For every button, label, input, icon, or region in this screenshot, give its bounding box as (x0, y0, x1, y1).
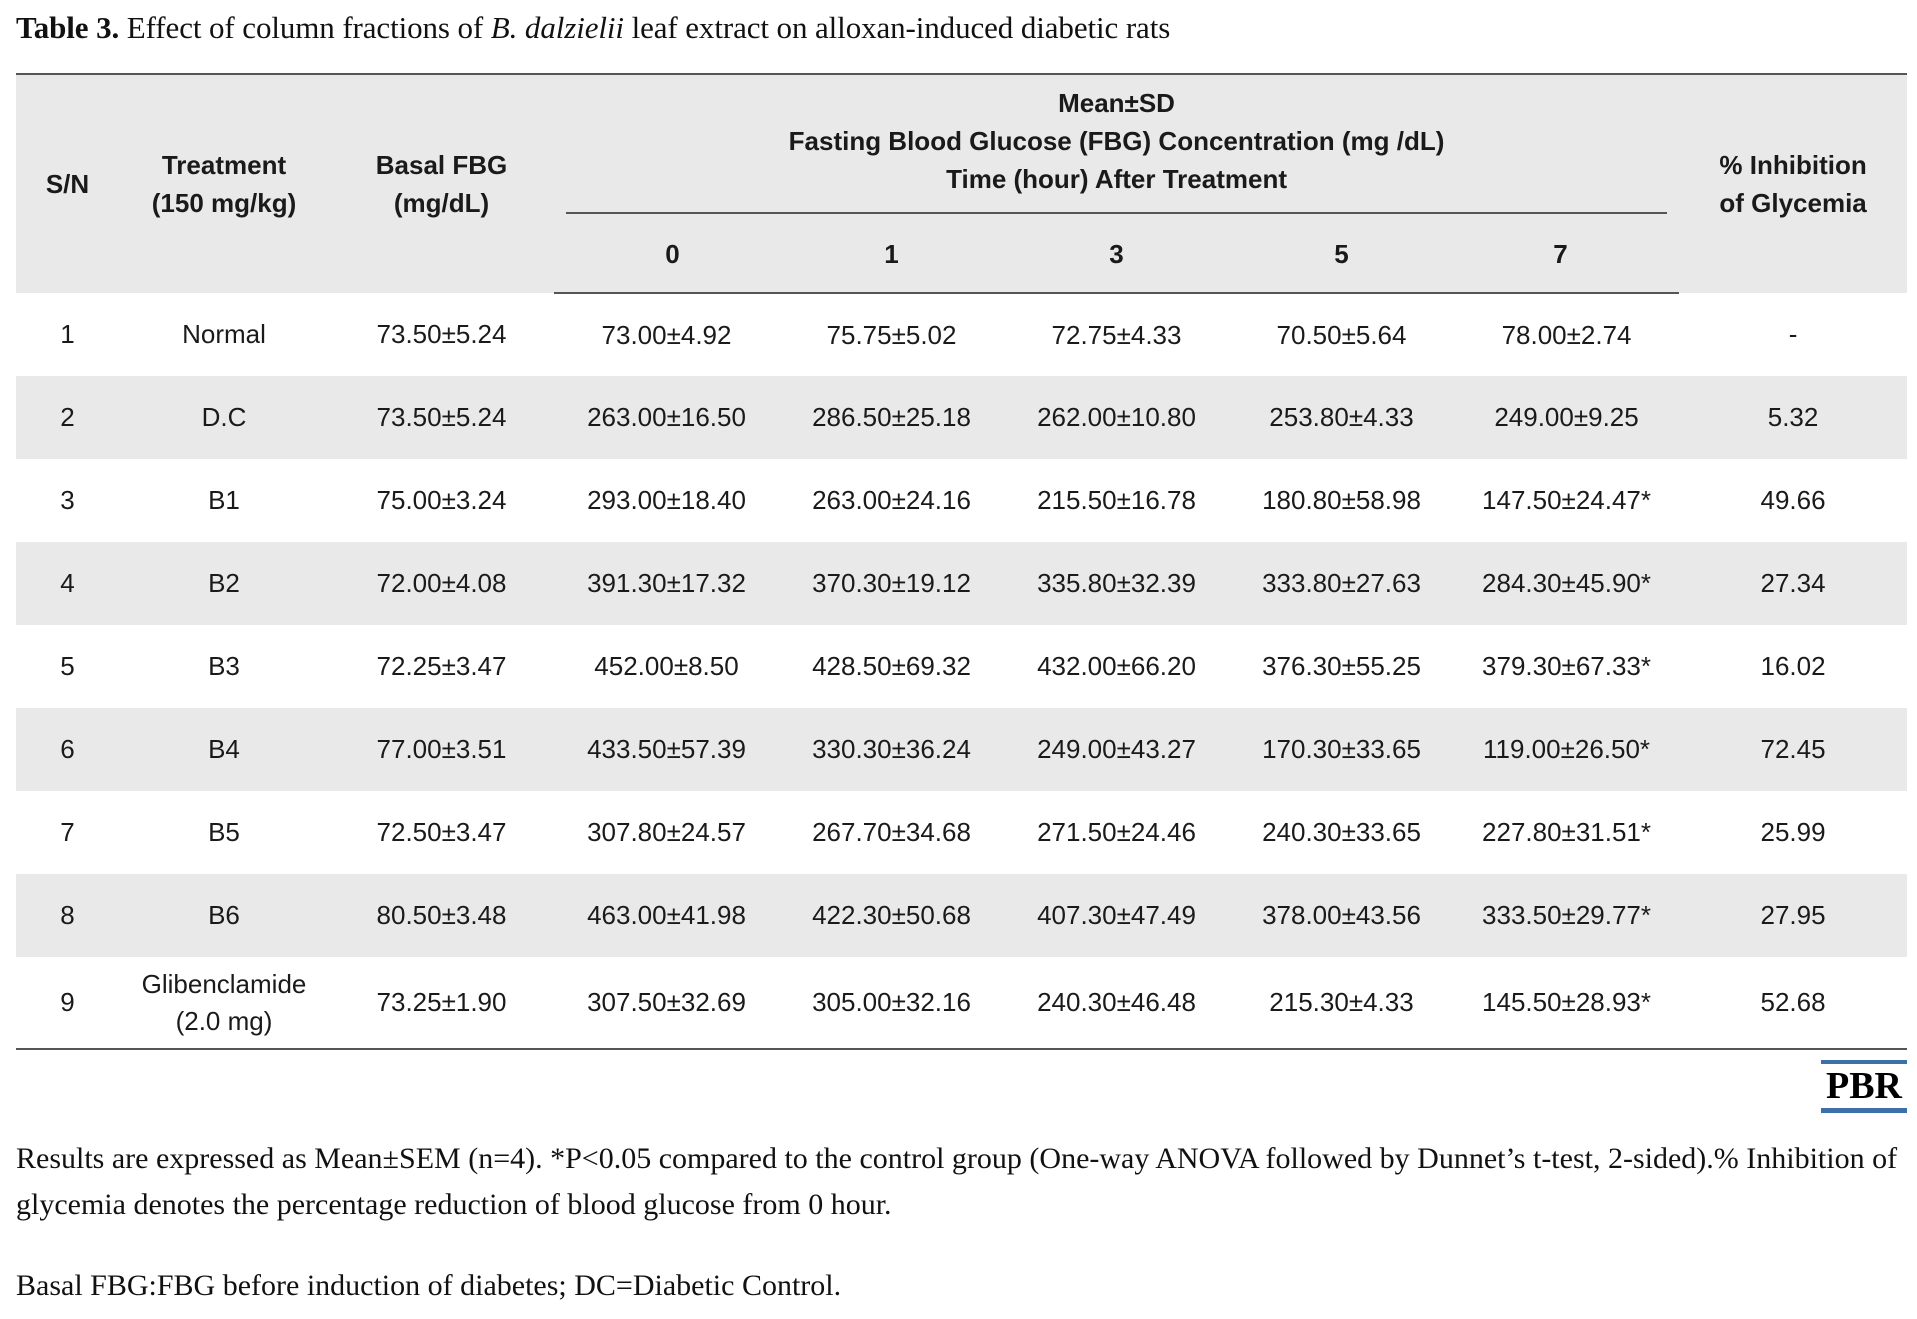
cell-h1: 330.30±36.24 (812, 734, 971, 764)
cell-h3: 240.30±46.48 (1004, 957, 1229, 1049)
table-row (16, 459, 1907, 542)
cell-h3: 407.30±47.49 (1037, 900, 1196, 930)
journal-logo: PBR (1821, 1060, 1907, 1113)
cell-treatment: B3 (208, 651, 240, 681)
cell-sn: 3 (60, 485, 75, 515)
cell-h7: 249.00±9.25 (1494, 402, 1639, 432)
cell-h1: 267.70±34.68 (812, 817, 971, 847)
cell-basal: 77.00±3.51 (376, 734, 507, 764)
cell-h1: 305.00±32.16 (779, 957, 1004, 1049)
cell-treatment: B1 (208, 485, 240, 515)
table-row (16, 957, 1907, 1049)
footnote-abbreviations: Basal FBG:FBG before induction of diabetes; DC=Diabetic Control. (16, 1269, 842, 1302)
cell-h3: 262.00±10.80 (1037, 402, 1196, 432)
caption-species: B. dalzielii (490, 10, 624, 45)
cell-h5: 253.80±4.33 (1269, 402, 1414, 432)
cell-basal: 75.00±3.24 (376, 485, 507, 515)
cell-basal: 72.00±4.08 (376, 568, 507, 598)
cell-h1: 370.30±19.12 (812, 568, 971, 598)
table-row (16, 542, 1907, 625)
cell-basal: 72.25±3.47 (376, 651, 507, 681)
header-time-group: Mean±SD Fasting Blood Glucose (FBG) Concentration (mg /dL) Time (hour) After Treatment (554, 74, 1679, 212)
header-hour-1: 1 (779, 212, 1004, 293)
cell-h7: 284.30±45.90* (1482, 568, 1652, 598)
table-header (16, 74, 1907, 293)
cell-h1: 75.75±5.02 (826, 319, 957, 350)
cell-sn: 4 (60, 568, 75, 598)
cell-sn: 8 (60, 900, 75, 930)
header-hour-7: 7 (1454, 212, 1679, 293)
table-row (16, 625, 1907, 708)
header-treatment: Treatment (150 mg/kg) (119, 74, 329, 293)
table-row (16, 874, 1907, 957)
cell-inhibition: 27.95 (1760, 900, 1826, 930)
cell-h7: 147.50±24.47* (1482, 485, 1652, 515)
results-table (16, 73, 1907, 1050)
cell-h7: 145.50±28.93* (1454, 957, 1679, 1049)
table-caption (16, 10, 1170, 46)
caption-text-after: leaf extract on alloxan-induced diabetic rats (623, 10, 1171, 45)
cell-h1: 428.50±69.32 (812, 651, 971, 681)
cell-h0: 452.00±8.50 (594, 651, 739, 681)
cell-inhibition: 72.45 (1760, 734, 1826, 764)
cell-inhibition: 16.02 (1760, 651, 1826, 681)
cell-inhibition: 25.99 (1760, 817, 1826, 847)
header-basal-fbg: Basal FBG (mg/dL) (329, 74, 554, 293)
cell-h7: 119.00±26.50* (1483, 734, 1651, 764)
cell-treatment: B2 (208, 568, 240, 598)
cell-h5: 240.30±33.65 (1262, 817, 1421, 847)
header-hour-5: 5 (1229, 212, 1454, 293)
cell-basal: 73.50±5.24 (376, 319, 507, 349)
cell-treatment: D.C (201, 402, 247, 432)
cell-inhibition: 49.66 (1760, 485, 1826, 515)
cell-h1: 422.30±50.68 (812, 900, 971, 930)
cell-h5: 376.30±55.25 (1262, 651, 1421, 681)
cell-h7: 78.00±2.74 (1501, 319, 1632, 350)
cell-basal: 80.50±3.48 (376, 900, 507, 930)
cell-h7: 333.50±29.77* (1482, 900, 1652, 930)
cell-h7: 379.30±67.33* (1482, 651, 1652, 681)
cell-inhibition: 52.68 (1679, 957, 1907, 1049)
cell-h3: 271.50±24.46 (1037, 817, 1196, 847)
header-hour-0: 0 (554, 212, 779, 293)
cell-h3: 249.00±43.27 (1037, 734, 1196, 764)
table-row (16, 293, 1907, 376)
cell-h5: 70.50±5.64 (1276, 319, 1407, 350)
cell-inhibition: 5.32 (1767, 402, 1819, 432)
table-row (16, 791, 1907, 874)
header-inhibition: % Inhibition of Glycemia (1679, 74, 1907, 293)
cell-sn: 7 (60, 817, 75, 847)
cell-h0: 463.00±41.98 (587, 900, 746, 930)
cell-h0: 307.80±24.57 (587, 817, 746, 847)
cell-treatment: Normal (182, 319, 266, 349)
cell-h3: 335.80±32.39 (1037, 568, 1196, 598)
caption-text-before: Effect of column fractions of (119, 10, 491, 45)
cell-h3: 72.75±4.33 (1051, 319, 1182, 350)
cell-h1: 263.00±24.16 (812, 485, 971, 515)
cell-treatment: B4 (208, 734, 240, 764)
cell-sn: 1 (60, 319, 75, 349)
header-sn: S/N (16, 74, 119, 293)
cell-inhibition: - (1788, 319, 1798, 349)
footnote-results: Results are expressed as Mean±SEM (n=4). *P<0.05 compared to the control group (One-way ANOVA followed by Dunnet’s t-test, 2-sided).% Inhibition of glycemia denotes the percentage reduction of blood glucose from 0 hour. (16, 1142, 1898, 1221)
cell-sn: 2 (60, 402, 75, 432)
cell-h3: 215.50±16.78 (1037, 485, 1196, 515)
cell-h5: 333.80±27.63 (1262, 568, 1421, 598)
header-hour-3: 3 (1004, 212, 1229, 293)
cell-h7: 227.80±31.51* (1482, 817, 1652, 847)
table-label: Table 3. (16, 10, 120, 45)
cell-inhibition: 27.34 (1760, 568, 1826, 598)
cell-sn: 6 (60, 734, 75, 764)
table-row (16, 708, 1907, 791)
cell-h5: 170.30±33.65 (1262, 734, 1421, 764)
cell-h5: 215.30±4.33 (1229, 957, 1454, 1049)
cell-h3: 432.00±66.20 (1037, 651, 1196, 681)
cell-treatment: B6 (208, 900, 240, 930)
cell-basal: 73.50±5.24 (376, 402, 507, 432)
cell-treatment: Glibenclamide (2.0 mg) (119, 957, 329, 1049)
cell-h5: 180.80±58.98 (1262, 485, 1421, 515)
cell-h1: 286.50±25.18 (812, 402, 971, 432)
cell-basal: 72.50±3.47 (376, 817, 507, 847)
table-row (16, 376, 1907, 459)
cell-h0: 263.00±16.50 (587, 402, 746, 432)
cell-h0: 73.00±4.92 (601, 319, 732, 350)
cell-h5: 378.00±43.56 (1262, 900, 1421, 930)
table-body (16, 293, 1907, 1049)
cell-h0: 293.00±18.40 (587, 485, 746, 515)
cell-treatment: B5 (208, 817, 240, 847)
cell-basal: 73.25±1.90 (329, 957, 554, 1049)
cell-h0: 391.30±17.32 (587, 568, 746, 598)
cell-sn: 9 (16, 957, 119, 1049)
cell-h0: 433.50±57.39 (587, 734, 746, 764)
cell-h0: 307.50±32.69 (554, 957, 779, 1049)
cell-sn: 5 (60, 651, 75, 681)
